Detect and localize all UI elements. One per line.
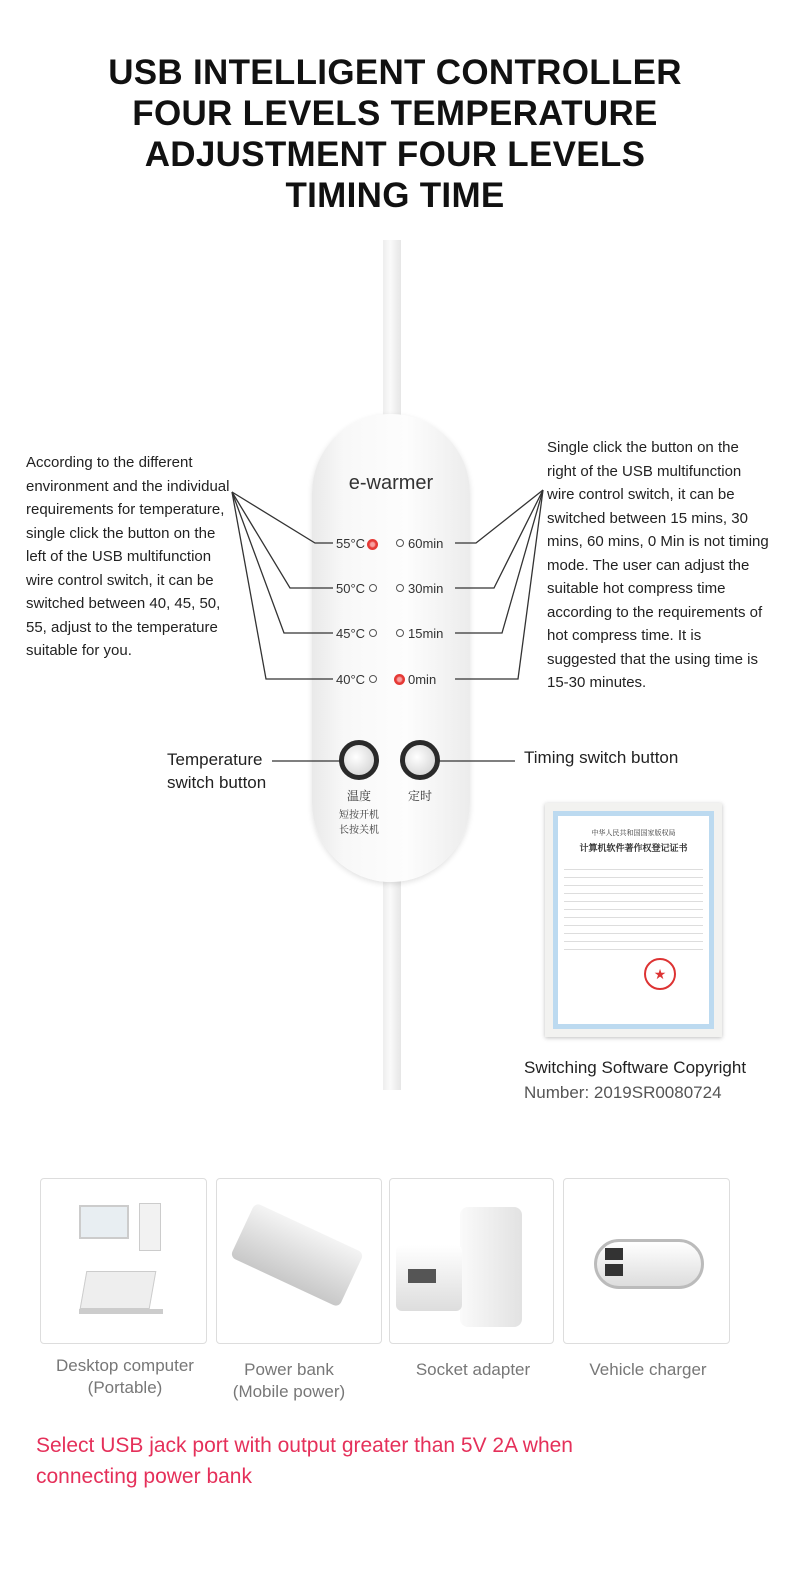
car-charger-icon <box>594 1239 704 1289</box>
title-line: TIMING TIME <box>285 176 505 215</box>
time-level-0: 0min <box>408 672 437 687</box>
led-temp-50 <box>369 584 377 592</box>
device-caption-powerbank <box>194 1359 384 1403</box>
led-temp-45 <box>369 629 377 637</box>
title-line: ADJUSTMENT FOUR LEVELS <box>144 135 646 174</box>
device-caption-socket: Socket adapter <box>415 1360 531 1379</box>
certificate-caption: Switching Software Copyright <box>524 1058 747 1077</box>
timing-description: Single click the button on the right of the USB multifunction wire control switch, it can be switched between 15 mins, 30 mins, 60 mins, 0 Min is not timing mode. The user can adjust the suitable hot compress time according to the requirements of hot compress time. It is suggested that the using time is 15-30 minutes. <box>547 439 769 691</box>
temp-level-45: 45°C <box>336 626 366 641</box>
title-line: USB INTELLIGENT CONTROLLER <box>108 53 682 92</box>
device-caption-car: Vehicle charger <box>589 1360 707 1379</box>
certificate-number: Number: 2019SR0080724 <box>524 1083 722 1102</box>
title-line: FOUR LEVELS TEMPERATURE <box>132 94 658 133</box>
device-card-powerbank <box>216 1178 382 1344</box>
socket-adapter-icon <box>460 1207 522 1327</box>
device-card-car <box>563 1178 730 1344</box>
power-bank-icon <box>230 1202 364 1307</box>
led-time-30 <box>396 584 404 592</box>
led-temp-55 <box>367 539 378 550</box>
device-caption-desktop <box>30 1355 220 1399</box>
device-card-socket <box>389 1178 554 1344</box>
temp-button-label: 温度 <box>346 789 371 803</box>
led-time-60 <box>396 539 404 547</box>
caption-line: (Portable) <box>87 1378 163 1397</box>
certificate-heading: 计算机软件著作权登记证书 <box>579 843 688 853</box>
time-level-15: 15min <box>408 626 444 641</box>
red-seal: ★ <box>644 958 676 990</box>
temp-button-sub: 短按开机 <box>339 810 379 821</box>
led-temp-40 <box>369 675 377 683</box>
temp-button-sub: 长按关机 <box>339 825 379 836</box>
timer-button[interactable] <box>400 740 440 780</box>
monitor-icon <box>79 1205 129 1239</box>
time-level-60: 60min <box>408 536 444 551</box>
temperature-description: According to the different environment and the individual requirements for temperature, single click the button on the left of the USB multifunction wire control switch, it can be switched between 40, 45, 50, 55, adjust to the temperature suitable for you. <box>26 454 230 659</box>
tower-icon <box>139 1203 161 1251</box>
led-time-15 <box>396 629 404 637</box>
copyright-certificate <box>545 803 722 1037</box>
temperature-switch-label: Temperature switch button <box>167 750 267 792</box>
caption-line: Power bank <box>244 1360 334 1379</box>
temp-level-55: 55°C <box>336 536 366 551</box>
usb-cable-bottom <box>383 875 401 1090</box>
temp-level-50: 50°C <box>336 581 366 596</box>
temperature-button[interactable] <box>339 740 379 780</box>
led-time-0 <box>394 674 405 685</box>
timing-switch-label: Timing switch button <box>524 748 679 767</box>
device-card-desktop <box>40 1178 207 1344</box>
caption-line: (Mobile power) <box>232 1382 346 1401</box>
laptop-icon <box>80 1271 157 1309</box>
power-bank-warning: Select USB jack port with output greater than 5V 2A when connecting power bank <box>36 1434 573 1488</box>
time-level-30: 30min <box>408 581 444 596</box>
brand-logo: e-warmer <box>348 472 434 494</box>
caption-line: Desktop computer <box>56 1356 194 1375</box>
temp-level-40: 40°C <box>336 672 366 687</box>
timer-button-label: 定时 <box>407 789 432 803</box>
certificate-heading: 中华人民共和国国家版权局 <box>591 830 676 837</box>
